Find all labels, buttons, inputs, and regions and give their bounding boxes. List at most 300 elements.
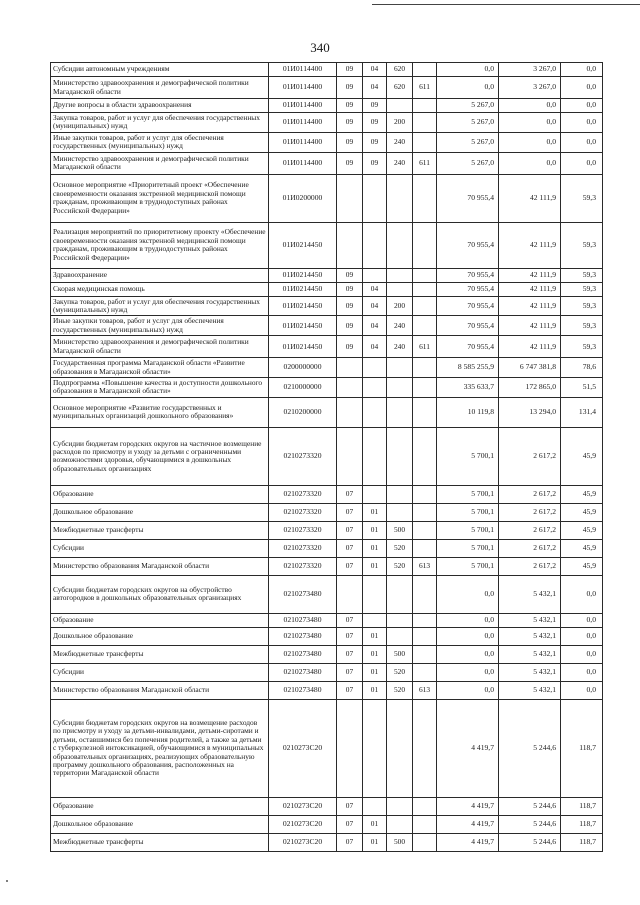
cell-pr: 09 xyxy=(363,99,387,113)
cell-rz: 07 xyxy=(337,627,363,645)
table-row xyxy=(51,77,603,99)
cell-gr: 611 xyxy=(413,77,437,99)
cell-name: Подпрограмма «Повышение качества и доступности дошкольного образования в Магаданской области» xyxy=(51,378,269,398)
cell-gr: 611 xyxy=(413,152,437,174)
cell-gr: 613 xyxy=(413,681,437,699)
cell-s3: 0,0 xyxy=(561,575,603,613)
cell-name: Образование xyxy=(51,485,269,503)
cell-vr xyxy=(387,797,413,815)
cell-name: Министерство образования Магаданской области xyxy=(51,557,269,575)
cell-vr: 240 xyxy=(387,132,413,152)
cell-pr xyxy=(363,427,387,485)
cell-vr: 200 xyxy=(387,113,413,133)
cell-s2: 3 267,0 xyxy=(499,63,561,77)
cell-s2: 3 267,0 xyxy=(499,77,561,99)
cell-gr xyxy=(413,63,437,77)
cell-pr xyxy=(363,699,387,797)
cell-pr xyxy=(363,222,387,268)
cell-vr xyxy=(387,613,413,627)
cell-s1: 4 419,7 xyxy=(437,833,499,851)
cell-name: Основное мероприятие «Развитие государственных и муниципальных организаций дошкольного образования» xyxy=(51,397,269,427)
cell-name: Межбюджетные трансферты xyxy=(51,833,269,851)
cell-pr: 01 xyxy=(363,539,387,557)
cell-s3: 0,0 xyxy=(561,99,603,113)
cell-name: Здравоохранение xyxy=(51,268,269,282)
cell-s3: 45,9 xyxy=(561,557,603,575)
cell-name: Иные закупки товаров, работ и услуг для обеспечения государственных (муниципальных) нужд xyxy=(51,132,269,152)
cell-vr: 240 xyxy=(387,152,413,174)
table-row xyxy=(51,797,603,815)
cell-code: 01И0214450 xyxy=(269,316,337,336)
cell-s1: 70 955,4 xyxy=(437,316,499,336)
cell-rz: 07 xyxy=(337,681,363,699)
cell-vr xyxy=(387,575,413,613)
cell-vr xyxy=(387,282,413,296)
cell-gr xyxy=(413,222,437,268)
cell-gr xyxy=(413,663,437,681)
cell-s2: 5 244,6 xyxy=(499,797,561,815)
cell-code: 0210000000 xyxy=(269,378,337,398)
cell-pr: 01 xyxy=(363,645,387,663)
cell-name: Государственная программа Магаданской области «Развитие образования в Магаданской области» xyxy=(51,358,269,378)
cell-vr xyxy=(387,627,413,645)
cell-name: Скорая медицинская помощь xyxy=(51,282,269,296)
cell-s1: 5 700,1 xyxy=(437,485,499,503)
cell-name: Субсидии бюджетам городских округов на обустройство автогородков в дошкольных образовательных организациях xyxy=(51,575,269,613)
cell-pr xyxy=(363,358,387,378)
cell-gr xyxy=(413,316,437,336)
cell-s2: 6 747 381,8 xyxy=(499,358,561,378)
cell-s3: 45,9 xyxy=(561,427,603,485)
cell-name: Иные закупки товаров, работ и услуг для обеспечения государственных (муниципальных) нужд xyxy=(51,316,269,336)
cell-code: 0210273320 xyxy=(269,503,337,521)
cell-vr: 240 xyxy=(387,316,413,336)
table-row xyxy=(51,815,603,833)
cell-gr xyxy=(413,503,437,521)
cell-vr xyxy=(387,378,413,398)
table-row xyxy=(51,132,603,152)
table-row xyxy=(51,485,603,503)
table-row xyxy=(51,222,603,268)
cell-rz: 07 xyxy=(337,503,363,521)
cell-s2: 2 617,2 xyxy=(499,521,561,539)
cell-vr xyxy=(387,397,413,427)
cell-s1: 10 119,8 xyxy=(437,397,499,427)
cell-vr xyxy=(387,699,413,797)
cell-s1: 70 955,4 xyxy=(437,268,499,282)
cell-code: 0210273480 xyxy=(269,613,337,627)
cell-rz: 09 xyxy=(337,282,363,296)
cell-name: Министерство здравоохранения и демографической политики Магаданской области xyxy=(51,77,269,99)
cell-s3: 59,3 xyxy=(561,316,603,336)
cell-vr: 620 xyxy=(387,63,413,77)
cell-code: 01И0214450 xyxy=(269,282,337,296)
cell-s3: 59,3 xyxy=(561,336,603,358)
cell-vr xyxy=(387,358,413,378)
cell-code: 01И0214450 xyxy=(269,268,337,282)
cell-s2: 5 244,6 xyxy=(499,833,561,851)
cell-s2: 5 244,6 xyxy=(499,815,561,833)
top-rule xyxy=(372,4,640,5)
table-row xyxy=(51,627,603,645)
cell-s1: 5 700,1 xyxy=(437,521,499,539)
cell-gr xyxy=(413,613,437,627)
cell-rz xyxy=(337,378,363,398)
cell-code: 01И0200000 xyxy=(269,174,337,222)
cell-s2: 172 865,0 xyxy=(499,378,561,398)
cell-code: 0210273С20 xyxy=(269,797,337,815)
cell-gr xyxy=(413,815,437,833)
cell-gr xyxy=(413,699,437,797)
cell-pr xyxy=(363,397,387,427)
cell-s2: 0,0 xyxy=(499,99,561,113)
cell-vr xyxy=(387,99,413,113)
table-row xyxy=(51,174,603,222)
cell-s2: 2 617,2 xyxy=(499,427,561,485)
table-row xyxy=(51,378,603,398)
cell-s3: 0,0 xyxy=(561,77,603,99)
cell-code: 01И0214450 xyxy=(269,296,337,316)
cell-s2: 5 432,1 xyxy=(499,663,561,681)
cell-rz: 07 xyxy=(337,833,363,851)
cell-pr: 09 xyxy=(363,132,387,152)
cell-s1: 8 585 255,9 xyxy=(437,358,499,378)
cell-rz: 07 xyxy=(337,521,363,539)
cell-rz: 09 xyxy=(337,99,363,113)
cell-rz xyxy=(337,174,363,222)
table-row xyxy=(51,358,603,378)
cell-vr xyxy=(387,815,413,833)
cell-code: 0210273С20 xyxy=(269,833,337,851)
cell-gr xyxy=(413,575,437,613)
cell-code: 0210273С20 xyxy=(269,815,337,833)
cell-s2: 42 111,9 xyxy=(499,222,561,268)
cell-s1: 0,0 xyxy=(437,681,499,699)
table-row xyxy=(51,613,603,627)
cell-s3: 59,3 xyxy=(561,296,603,316)
cell-s3: 45,9 xyxy=(561,485,603,503)
cell-s2: 42 111,9 xyxy=(499,296,561,316)
table-row xyxy=(51,427,603,485)
cell-name: Основное мероприятие «Приоритетный проект «Обеспечение своевременности оказания экстренной медицинской помощи гражданам, проживающим в труднодоступных районах Российской Федерации» xyxy=(51,174,269,222)
cell-s3: 0,0 xyxy=(561,132,603,152)
cell-gr xyxy=(413,174,437,222)
cell-s3: 0,0 xyxy=(561,645,603,663)
cell-code: 0210273С20 xyxy=(269,699,337,797)
cell-s1: 0,0 xyxy=(437,645,499,663)
cell-vr: 500 xyxy=(387,833,413,851)
cell-s1: 335 633,7 xyxy=(437,378,499,398)
cell-rz xyxy=(337,397,363,427)
cell-code: 01И0114400 xyxy=(269,152,337,174)
cell-vr xyxy=(387,485,413,503)
table-row xyxy=(51,268,603,282)
cell-gr xyxy=(413,113,437,133)
cell-name: Реализация мероприятий по приоритетному проекту «Обеспечение своевременности оказания экстренной медицинской помощи гражданам, проживающим в труднодоступных районах Российской Федерации» xyxy=(51,222,269,268)
cell-s1: 0,0 xyxy=(437,575,499,613)
cell-s1: 4 419,7 xyxy=(437,815,499,833)
cell-code: 01И0114400 xyxy=(269,77,337,99)
cell-vr xyxy=(387,268,413,282)
cell-code: 0210273320 xyxy=(269,521,337,539)
cell-s3: 0,0 xyxy=(561,681,603,699)
cell-pr: 04 xyxy=(363,316,387,336)
cell-code: 01И0214450 xyxy=(269,336,337,358)
table-row xyxy=(51,503,603,521)
cell-s3: 0,0 xyxy=(561,627,603,645)
cell-s2: 2 617,2 xyxy=(499,539,561,557)
cell-rz xyxy=(337,222,363,268)
cell-s3: 59,3 xyxy=(561,174,603,222)
cell-s3: 59,3 xyxy=(561,268,603,282)
cell-vr: 520 xyxy=(387,557,413,575)
cell-rz: 07 xyxy=(337,663,363,681)
cell-s1: 70 955,4 xyxy=(437,296,499,316)
cell-name: Министерство образования Магаданской области xyxy=(51,681,269,699)
cell-s1: 70 955,4 xyxy=(437,282,499,296)
cell-rz: 07 xyxy=(337,613,363,627)
cell-s3: 59,3 xyxy=(561,222,603,268)
cell-s3: 118,7 xyxy=(561,797,603,815)
cell-pr: 01 xyxy=(363,521,387,539)
cell-rz: 07 xyxy=(337,539,363,557)
cell-s2: 5 244,6 xyxy=(499,699,561,797)
cell-name: Министерство здравоохранения и демографической политики Магаданской области xyxy=(51,152,269,174)
cell-pr: 04 xyxy=(363,77,387,99)
cell-s2: 42 111,9 xyxy=(499,174,561,222)
cell-name: Межбюджетные трансферты xyxy=(51,645,269,663)
cell-s1: 5 267,0 xyxy=(437,113,499,133)
cell-s1: 5 267,0 xyxy=(437,132,499,152)
cell-s1: 5 700,1 xyxy=(437,557,499,575)
cell-vr xyxy=(387,427,413,485)
cell-s3: 45,9 xyxy=(561,521,603,539)
table-row xyxy=(51,699,603,797)
cell-s2: 2 617,2 xyxy=(499,557,561,575)
cell-s1: 0,0 xyxy=(437,63,499,77)
cell-gr xyxy=(413,427,437,485)
cell-pr: 01 xyxy=(363,833,387,851)
cell-gr xyxy=(413,833,437,851)
cell-s2: 2 617,2 xyxy=(499,485,561,503)
scan-speck xyxy=(6,880,8,882)
cell-name: Другие вопросы в области здравоохранения xyxy=(51,99,269,113)
cell-rz: 09 xyxy=(337,63,363,77)
cell-s1: 0,0 xyxy=(437,77,499,99)
cell-pr: 09 xyxy=(363,113,387,133)
cell-s3: 0,0 xyxy=(561,613,603,627)
cell-s1: 5 267,0 xyxy=(437,99,499,113)
cell-s3: 78,6 xyxy=(561,358,603,378)
table-row xyxy=(51,152,603,174)
cell-name: Субсидии xyxy=(51,539,269,557)
cell-vr: 520 xyxy=(387,539,413,557)
cell-gr xyxy=(413,397,437,427)
cell-s1: 4 419,7 xyxy=(437,699,499,797)
cell-rz: 07 xyxy=(337,485,363,503)
cell-s3: 118,7 xyxy=(561,833,603,851)
table-row xyxy=(51,539,603,557)
cell-rz xyxy=(337,575,363,613)
cell-code: 01И0114400 xyxy=(269,132,337,152)
table-row xyxy=(51,296,603,316)
table-body xyxy=(51,63,603,852)
cell-pr: 01 xyxy=(363,557,387,575)
table-row xyxy=(51,557,603,575)
table-row xyxy=(51,316,603,336)
cell-s2: 0,0 xyxy=(499,132,561,152)
cell-s3: 45,9 xyxy=(561,503,603,521)
cell-gr xyxy=(413,268,437,282)
cell-s2: 2 617,2 xyxy=(499,503,561,521)
cell-vr: 620 xyxy=(387,77,413,99)
cell-vr: 520 xyxy=(387,681,413,699)
cell-rz xyxy=(337,358,363,378)
cell-vr: 240 xyxy=(387,336,413,358)
cell-rz xyxy=(337,699,363,797)
table-row xyxy=(51,99,603,113)
cell-pr xyxy=(363,485,387,503)
cell-pr xyxy=(363,378,387,398)
cell-s1: 5 700,1 xyxy=(437,539,499,557)
cell-s1: 5 700,1 xyxy=(437,427,499,485)
cell-rz xyxy=(337,427,363,485)
cell-pr: 04 xyxy=(363,296,387,316)
cell-s2: 5 432,1 xyxy=(499,613,561,627)
cell-gr: 613 xyxy=(413,557,437,575)
cell-code: 0210273480 xyxy=(269,663,337,681)
cell-rz: 09 xyxy=(337,132,363,152)
table-row xyxy=(51,663,603,681)
cell-s3: 118,7 xyxy=(561,815,603,833)
cell-name: Субсидии xyxy=(51,663,269,681)
cell-name: Образование xyxy=(51,797,269,815)
cell-s1: 0,0 xyxy=(437,613,499,627)
table-row xyxy=(51,521,603,539)
cell-s1: 4 419,7 xyxy=(437,797,499,815)
cell-gr xyxy=(413,521,437,539)
cell-pr xyxy=(363,613,387,627)
cell-pr: 09 xyxy=(363,152,387,174)
cell-gr xyxy=(413,282,437,296)
cell-code: 01И0114400 xyxy=(269,99,337,113)
cell-s1: 70 955,4 xyxy=(437,222,499,268)
page-number: 340 xyxy=(310,40,330,55)
cell-s2: 5 432,1 xyxy=(499,645,561,663)
cell-rz: 09 xyxy=(337,268,363,282)
cell-code: 0210273480 xyxy=(269,645,337,663)
cell-pr: 01 xyxy=(363,815,387,833)
cell-gr xyxy=(413,358,437,378)
cell-s2: 42 111,9 xyxy=(499,316,561,336)
cell-pr: 01 xyxy=(363,681,387,699)
cell-s3: 0,0 xyxy=(561,663,603,681)
cell-vr: 520 xyxy=(387,663,413,681)
cell-name: Закупка товаров, работ и услуг для обеспечения государственных (муниципальных) нужд xyxy=(51,113,269,133)
cell-pr xyxy=(363,268,387,282)
cell-s3: 0,0 xyxy=(561,113,603,133)
cell-s3: 45,9 xyxy=(561,539,603,557)
cell-rz: 07 xyxy=(337,645,363,663)
cell-code: 0210273480 xyxy=(269,681,337,699)
cell-gr xyxy=(413,132,437,152)
cell-code: 0210273320 xyxy=(269,557,337,575)
cell-s2: 42 111,9 xyxy=(499,282,561,296)
cell-s3: 59,3 xyxy=(561,282,603,296)
table-row xyxy=(51,833,603,851)
cell-rz: 09 xyxy=(337,113,363,133)
cell-name: Закупка товаров, работ и услуг для обеспечения государственных (муниципальных) нужд xyxy=(51,296,269,316)
cell-gr xyxy=(413,99,437,113)
cell-gr xyxy=(413,485,437,503)
cell-s2: 5 432,1 xyxy=(499,575,561,613)
cell-name: Дошкольное образование xyxy=(51,627,269,645)
cell-pr: 04 xyxy=(363,63,387,77)
cell-rz: 09 xyxy=(337,152,363,174)
cell-code: 01И0114400 xyxy=(269,113,337,133)
cell-rz: 09 xyxy=(337,77,363,99)
cell-gr xyxy=(413,378,437,398)
cell-pr: 01 xyxy=(363,627,387,645)
cell-vr: 500 xyxy=(387,521,413,539)
cell-vr: 500 xyxy=(387,645,413,663)
cell-s1: 5 700,1 xyxy=(437,503,499,521)
cell-s1: 0,0 xyxy=(437,627,499,645)
cell-code: 0210200000 xyxy=(269,397,337,427)
cell-s3: 131,4 xyxy=(561,397,603,427)
cell-gr xyxy=(413,627,437,645)
cell-code: 0200000000 xyxy=(269,358,337,378)
table-row xyxy=(51,397,603,427)
cell-rz: 07 xyxy=(337,557,363,575)
cell-s2: 42 111,9 xyxy=(499,336,561,358)
cell-gr xyxy=(413,645,437,663)
cell-s1: 0,0 xyxy=(437,663,499,681)
budget-table xyxy=(50,62,603,852)
cell-rz: 09 xyxy=(337,296,363,316)
cell-pr: 04 xyxy=(363,336,387,358)
cell-code: 0210273320 xyxy=(269,485,337,503)
cell-s2: 5 432,1 xyxy=(499,627,561,645)
cell-vr xyxy=(387,503,413,521)
cell-vr: 200 xyxy=(387,296,413,316)
cell-code: 01И0114400 xyxy=(269,63,337,77)
cell-s2: 13 294,0 xyxy=(499,397,561,427)
cell-s2: 5 432,1 xyxy=(499,681,561,699)
cell-pr xyxy=(363,797,387,815)
cell-gr xyxy=(413,539,437,557)
cell-rz: 07 xyxy=(337,815,363,833)
cell-vr xyxy=(387,222,413,268)
cell-code: 0210273320 xyxy=(269,427,337,485)
table-row xyxy=(51,282,603,296)
cell-s2: 42 111,9 xyxy=(499,268,561,282)
cell-pr: 04 xyxy=(363,282,387,296)
cell-gr xyxy=(413,797,437,815)
cell-pr xyxy=(363,575,387,613)
cell-rz: 09 xyxy=(337,316,363,336)
cell-pr: 01 xyxy=(363,503,387,521)
table-row xyxy=(51,63,603,77)
cell-s3: 0,0 xyxy=(561,63,603,77)
cell-s1: 5 267,0 xyxy=(437,152,499,174)
table-row xyxy=(51,681,603,699)
cell-s3: 0,0 xyxy=(561,152,603,174)
cell-name: Министерство здравоохранения и демографической политики Магаданской области xyxy=(51,336,269,358)
cell-code: 0210273480 xyxy=(269,627,337,645)
cell-s1: 70 955,4 xyxy=(437,174,499,222)
cell-name: Межбюджетные трансферты xyxy=(51,521,269,539)
